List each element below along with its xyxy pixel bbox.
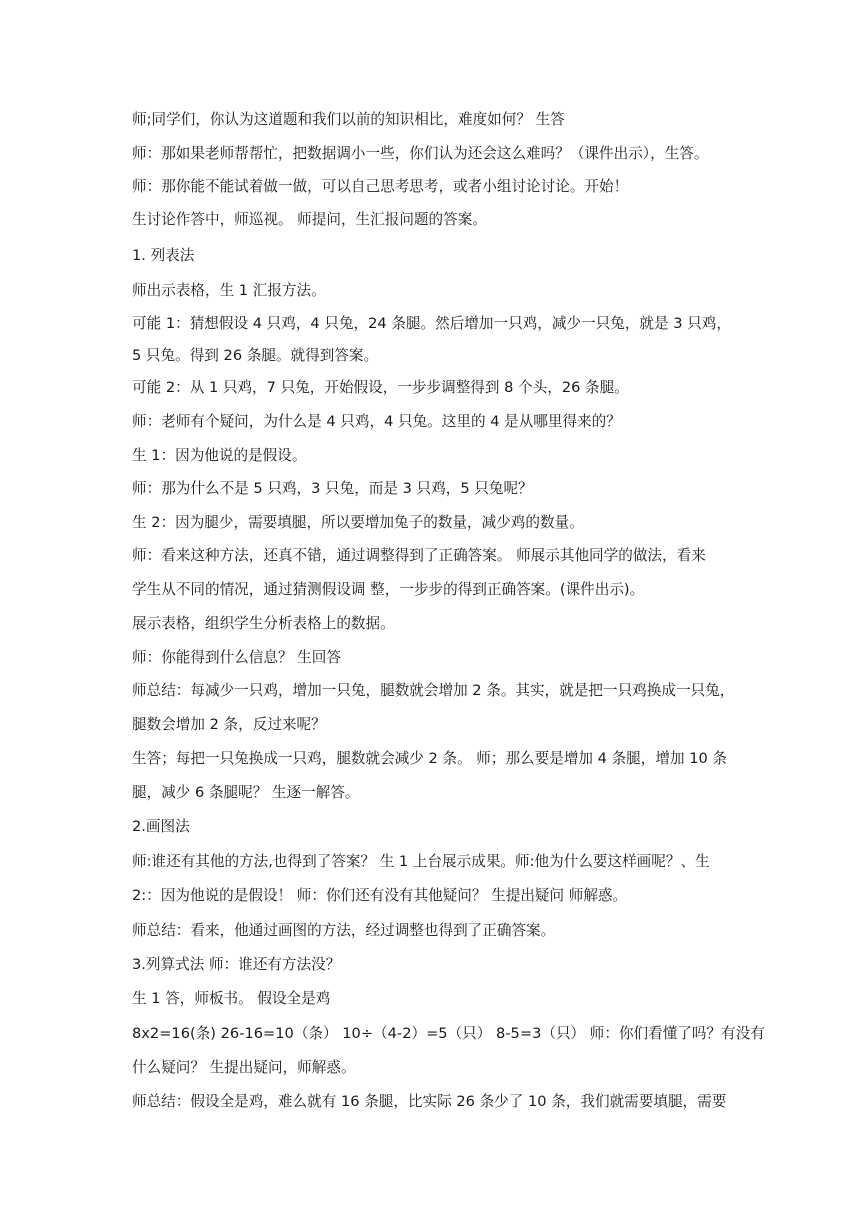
text-line: 学生从不同的情况，通过猜测假设调 整，一步步的得到正确答案。(课件出示)。 (132, 581, 645, 598)
text-line: 生 2：因为腿少，需要填腿，所以要增加兔子的数量，减少鸡的数量。 (132, 514, 584, 531)
text-line: 师;同学们，你认为这道题和我们以前的知识相比，难度如何？ 生答 (132, 111, 565, 128)
text-line: 2.画图法 (132, 818, 190, 835)
text-line: 师出示表格，生 1 汇报方法。 (132, 282, 326, 299)
text-line: 可能 2：从 1 只鸡，7 只兔，开始假设，一步步调整得到 8 个头，26 条腿。 (132, 379, 629, 396)
text-line: 1. 列表法 (132, 247, 195, 264)
text-line: 师：那你能不能试着做一做，可以自己思考思考，或者小组讨论讨论。开始！ (132, 178, 629, 195)
text-line: 2:：因为他说的是假设！ 师：你们还有没有其他疑问？ 生提出疑问 师解惑。 (132, 887, 628, 904)
text-line: 3.列算式法 师：谁还有方法没？ (132, 956, 341, 973)
text-line: 8x2=16(条) 26-16=10（条） 10÷（4-2）=5（只） 8-5=3（只） 师：你们看懂了吗？有没有 (132, 1025, 765, 1042)
text-line: 师总结：假设全是鸡，难么就有 16 条腿，比实际 26 条少了 10 条，我们就需要填腿，需要 (132, 1093, 727, 1110)
text-line: 师：老师有个疑问，为什么是 4 只鸡，4 只兔。这里的 4 是从哪里得来的？ (132, 413, 621, 430)
text-line: 师：你能得到什么信息？ 生回答 (132, 649, 341, 666)
text-line: 师：那如果老师帮帮忙，把数据调小一些，你们认为还会这么难吗？（课件出示），生答。 (132, 145, 709, 162)
text-line: 生讨论作答中，师巡视。 师提问，生汇报问题的答案。 (132, 211, 487, 228)
text-line: 5 只兔。得到 26 条腿。就得到答案。 (132, 347, 379, 364)
text-line: 生 1 答，师板书。 假设全是鸡 (132, 990, 331, 1007)
text-line: 师总结：每减少一只鸡，增加一只兔，腿数就会增加 2 条。其实，就是把一只鸡换成一只兔， (132, 682, 735, 699)
text-line: 师：看来这种方法，还真不错，通过调整得到了正确答案。 师展示其他同学的做法，看来 (132, 547, 706, 564)
text-line: 师：那为什么不是 5 只鸡，3 只兔，而是 3 只鸡，5 只兔呢？ (132, 480, 533, 497)
text-line: 什么疑问？ 生提出疑问，师解惑。 (132, 1059, 356, 1076)
text-line: 生 1：因为他说的是假设。 (132, 447, 307, 464)
text-line: 腿数会增加 2 条，反过来呢？ (132, 716, 326, 733)
text-line: 腿，减少 6 条腿呢？ 生逐一解答。 (132, 784, 360, 801)
text-line: 师总结：看来，他通过画图的方法，经过调整也得到了正确答案。 (132, 922, 556, 939)
text-line: 可能 1：猜想假设 4 只鸡，4 只兔，24 条腿。然后增加一只鸡，减少一只兔，就是 3 只鸡， (132, 315, 731, 332)
text-line: 师:谁还有其他的方法,也得到了答案？ 生 1 上台展示成果。师:他为什么要这样画呢？、生 (132, 853, 710, 870)
text-line: 生答；每把一只兔换成一只鸡，腿数就会减少 2 条。 师；那么要是增加 4 条腿，增加 10 条 (132, 750, 727, 767)
text-line: 展示表格，组织学生分析表格上的数据。 (132, 615, 395, 632)
